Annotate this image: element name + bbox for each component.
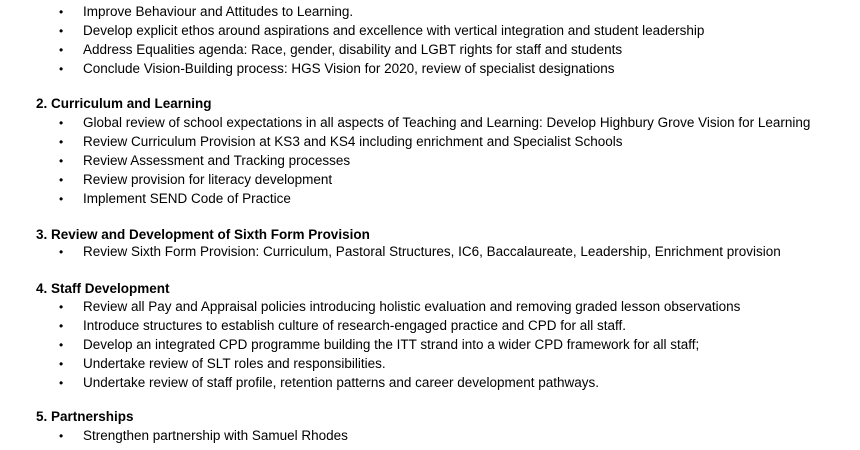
bullet-icon: •: [59, 62, 64, 76]
list-item-text: Strengthen partnership with Samuel Rhodes: [83, 428, 348, 443]
bullet-icon: •: [59, 154, 64, 168]
list-item: [0, 355, 860, 374]
bullet-icon: •: [59, 245, 64, 259]
bullet-icon: •: [59, 135, 64, 149]
bullet-icon: •: [59, 43, 64, 57]
list-item: [0, 3, 860, 22]
list-item: [0, 374, 860, 393]
bullet-icon: •: [59, 116, 64, 130]
list-item: [0, 243, 860, 262]
list-item-text: Undertake review of staff profile, retention patterns and career development pathways.: [83, 375, 600, 390]
list-item-text: Review Sixth Form Provision: Curriculum, Pastoral Structures, IC6, Baccalaureate, Leadership, Enrichment provision: [83, 244, 781, 259]
list-item: [0, 41, 860, 60]
list-item: [0, 427, 860, 446]
list-item-text: Review Assessment and Tracking processes: [83, 153, 351, 168]
list-item: [0, 22, 860, 41]
section-heading: 4. Staff Development: [36, 281, 170, 296]
list-item-text: Review Curriculum Provision at KS3 and KS4 including enrichment and Specialist Schools: [83, 134, 623, 149]
list-item-text: Global review of school expectations in all aspects of Teaching and Learning: Develop Highbury Grove Vision for Learning: [83, 115, 811, 130]
bullet-icon: •: [59, 192, 64, 206]
list-item-text: Review all Pay and Appraisal policies introducing holistic evaluation and removing graded lesson observations: [83, 299, 741, 314]
bullet-icon: •: [59, 173, 64, 187]
section-heading: 3. Review and Development of Sixth Form Provision: [36, 227, 370, 242]
bullet-icon: •: [59, 338, 64, 352]
list-item-text: Implement SEND Code of Practice: [83, 191, 291, 206]
bullet-icon: •: [59, 5, 64, 19]
bullet-icon: •: [59, 357, 64, 371]
list-item: [0, 133, 860, 152]
bullet-icon: •: [59, 376, 64, 390]
list-item-text: Introduce structures to establish culture of research-engaged practice and CPD for all staff.: [83, 318, 627, 333]
list-item-text: Develop explicit ethos around aspirations and excellence with vertical integration and student leadership: [83, 23, 705, 38]
list-item: [0, 60, 860, 79]
list-item: [0, 171, 860, 190]
list-item: [0, 336, 860, 355]
list-item: [0, 114, 860, 133]
list-item: [0, 152, 860, 171]
bullet-icon: •: [59, 319, 64, 333]
list-item-text: Undertake review of SLT roles and responsibilities.: [83, 356, 386, 371]
list-item: [0, 190, 860, 209]
list-item: [0, 317, 860, 336]
section-heading: 2. Curriculum and Learning: [36, 96, 212, 111]
section-heading: 5. Partnerships: [36, 409, 134, 424]
bullet-icon: •: [59, 429, 64, 443]
list-item-text: Develop an integrated CPD programme building the ITT strand into a wider CPD framework for all staff;: [83, 337, 700, 352]
list-item-text: Address Equalities agenda: Race, gender, disability and LGBT rights for staff and students: [83, 42, 623, 57]
bullet-icon: •: [59, 300, 64, 314]
list-item-text: Review provision for literacy development: [83, 172, 333, 187]
list-item: [0, 298, 860, 317]
bullet-icon: •: [59, 24, 64, 38]
list-item-text: Conclude Vision-Building process: HGS Vision for 2020, review of specialist designations: [83, 61, 615, 76]
list-item-text: Improve Behaviour and Attitudes to Learning.: [83, 4, 354, 19]
